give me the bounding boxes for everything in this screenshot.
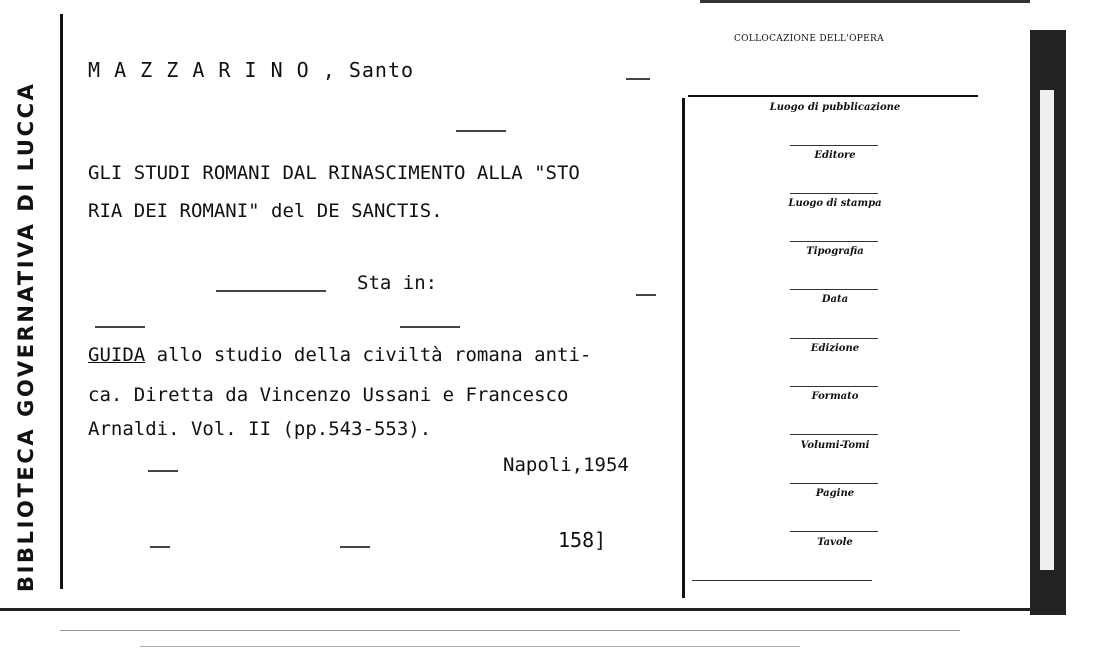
- field-rule: [790, 145, 878, 146]
- library-stamp: BIBLIOTECA GOVERNATIVA DI LUCCA: [14, 81, 38, 592]
- field-edizione: Edizione: [810, 343, 860, 354]
- guide-dash: [456, 130, 506, 132]
- field-rule: [790, 338, 878, 339]
- source-line-2: ca. Diretta da Vincenzo Ussani e Francesco: [88, 384, 569, 406]
- guide-dash: [216, 290, 326, 292]
- field-tavole: Tavole: [817, 537, 853, 548]
- guide-dash: [150, 546, 170, 548]
- field-editore: Editore: [814, 150, 856, 161]
- field-rule: [790, 483, 878, 484]
- source-line-1: [88, 346, 591, 365]
- guide-dash: [95, 326, 145, 328]
- card-number: 158]: [558, 528, 607, 552]
- card-right-edge-highlight: [1040, 90, 1054, 570]
- guide-dash: [60, 630, 960, 631]
- left-margin-rule: [60, 14, 63, 589]
- author-name: M A Z Z A R I N O , Santo: [88, 58, 415, 82]
- right-column-rule: [682, 98, 685, 598]
- field-luogo-stampa: Luogo di stampa: [788, 198, 882, 209]
- source-line-1-rest: allo studio della civiltà romana anti-: [145, 344, 592, 366]
- field-rule: [790, 434, 878, 435]
- field-data: Data: [821, 294, 849, 305]
- title-line-2: RIA DEI ROMANI" del DE SANCTIS.: [88, 200, 443, 222]
- field-tipografia: Tipografia: [806, 246, 864, 257]
- top-edge-rule: [700, 0, 1030, 3]
- guide-dash: [340, 546, 370, 548]
- field-pagine: Pagine: [815, 488, 855, 499]
- field-rule: [692, 580, 872, 581]
- place-year: Napoli,1954: [503, 454, 629, 476]
- field-rule: [790, 193, 878, 194]
- field-volumi-tomi: Volumi-Tomi: [800, 440, 870, 451]
- field-rule: [790, 386, 878, 387]
- field-formato: Formato: [811, 391, 859, 402]
- collocation-top-rule: [688, 95, 978, 97]
- field-rule: [790, 531, 878, 532]
- contained-in-label: Sta in:: [357, 272, 438, 294]
- field-rule: [790, 241, 878, 242]
- card-bottom-edge: [0, 608, 1030, 611]
- guide-dash: [636, 294, 656, 296]
- guide-dash: [400, 326, 460, 328]
- source-series-title: GUIDA: [88, 344, 146, 366]
- field-rule: [790, 289, 878, 290]
- guide-dash: [148, 470, 178, 472]
- source-line-3: Arnaldi. Vol. II (pp.543-553).: [88, 418, 432, 440]
- guide-dash: [626, 78, 650, 80]
- collocation-header: COLLOCAZIONE DELL'OPERA: [734, 34, 884, 44]
- guide-dash: [140, 646, 800, 647]
- field-luogo-pubblicazione: Luogo di pubblicazione: [769, 102, 901, 113]
- title-line-1: GLI STUDI ROMANI DAL RINASCIMENTO ALLA "STO: [88, 162, 580, 184]
